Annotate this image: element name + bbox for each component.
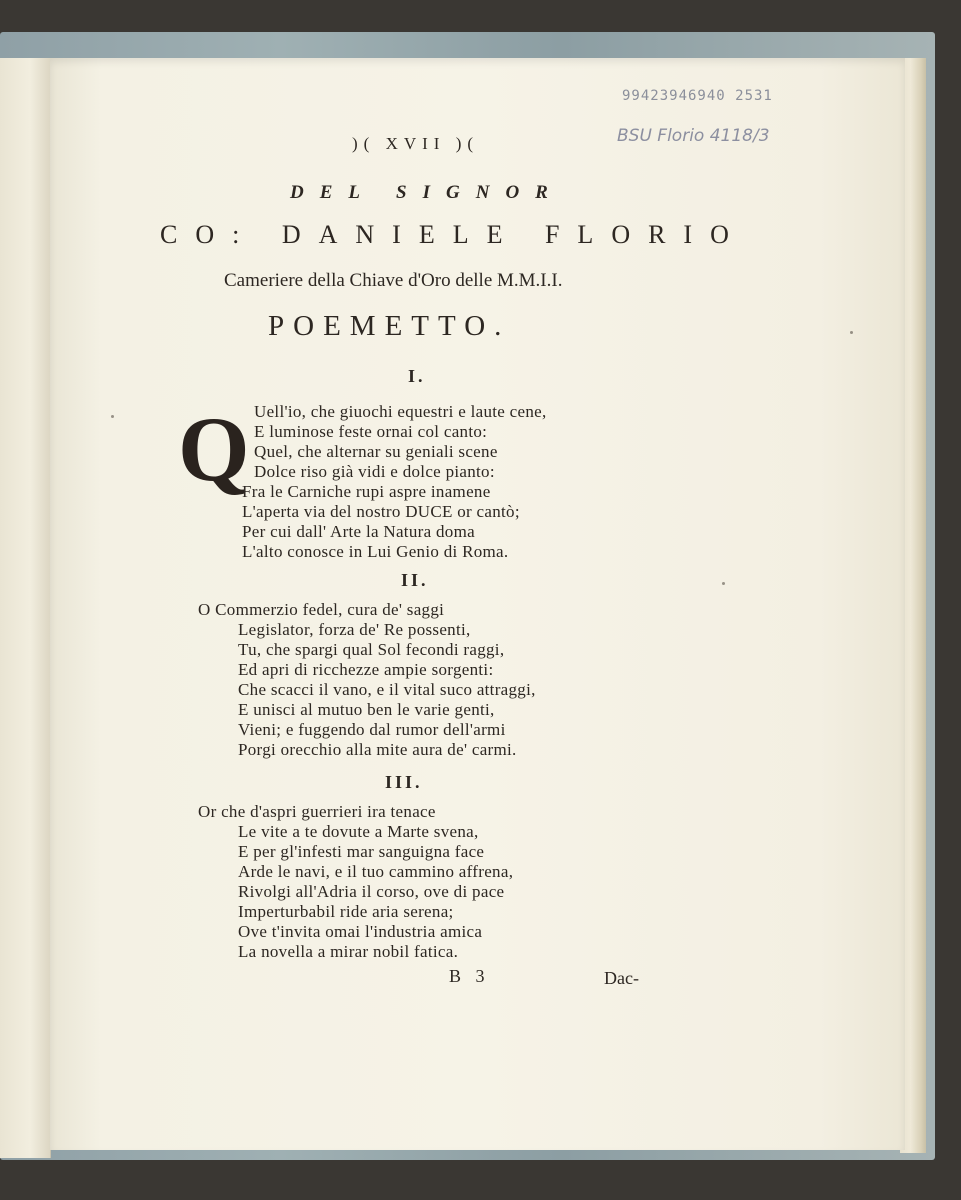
verse-line: Fra le Carniche rupi aspre inamene <box>242 482 491 501</box>
del-signor-heading: DEL SIGNOR <box>290 182 564 203</box>
verse-line: Imperturbabil ride aria serena; <box>238 902 454 921</box>
verse-line: Rivolgi all'Adria il corso, ove di pace <box>238 882 505 901</box>
facing-page-edge <box>0 58 51 1158</box>
poem-title: POEMETTO. <box>268 310 511 342</box>
verse-line: La novella a mirar nobil fatica. <box>238 942 459 961</box>
stanza-number: I. <box>408 366 426 386</box>
verse-line: L'aperta via del nostro DUCE or cantò; <box>242 502 520 521</box>
verse-line: Ed apri di ricchezze ampie sorgenti: <box>238 660 494 679</box>
verse-line: Arde le navi, e il tuo cammino affrena, <box>238 862 514 881</box>
stanza-number: II. <box>401 570 429 590</box>
catchword: Dac- <box>604 968 639 988</box>
library-barcode-number: 99423946940 2531 <box>622 88 773 104</box>
verse-line: Dolce riso già vidi e dolce pianto: <box>254 462 495 481</box>
verse-line: Uell'io, che giuochi equestri e laute cene, <box>254 402 547 421</box>
author-office: Cameriere della Chiave d'Oro delle M.M.I.I. <box>224 270 563 291</box>
verse-line: E unisci al mutuo ben le varie genti, <box>238 700 495 719</box>
foxing-spot <box>722 582 725 585</box>
author-name: CO: DANIELE FLORIO <box>160 220 747 249</box>
foxing-spot <box>111 415 114 418</box>
verse-line: E per gl'infesti mar sanguigna face <box>238 842 485 861</box>
verse-line: L'alto conosce in Lui Genio di Roma. <box>242 542 509 561</box>
verse-line: Porgi orecchio alla mite aura de' carmi. <box>238 740 517 759</box>
verse-line: Ove t'invita omai l'industria amica <box>238 922 483 941</box>
verse-line: Vieni; e fuggendo dal rumor dell'armi <box>238 720 506 739</box>
verse-line: Le vite a te dovute a Marte svena, <box>238 822 479 841</box>
verse-line: E luminose feste ornai col canto: <box>254 422 488 441</box>
verse-line: Or che d'aspri guerrieri ira tenace <box>198 802 436 821</box>
foxing-spot <box>850 331 853 334</box>
verse-line: Quel, che alternar su geniali scene <box>254 442 498 461</box>
drop-cap-letter: Q <box>178 398 250 500</box>
library-shelf-note: BSU Florio 4118/3 <box>617 126 770 146</box>
page-header: )( XVII )( <box>352 134 480 153</box>
verse-line: O Commerzio fedel, cura de' saggi <box>198 600 445 619</box>
signature-mark: B 3 <box>449 966 485 986</box>
verse-line: Che scacci il vano, e il vital suco attraggi, <box>238 680 536 699</box>
verse-line: Legislator, forza de' Re possenti, <box>238 620 471 639</box>
stanza-number: III. <box>385 772 423 792</box>
verse-line: Per cui dall' Arte la Natura doma <box>242 522 475 541</box>
verse-line: Tu, che spargi qual Sol fecondi raggi, <box>238 640 505 659</box>
